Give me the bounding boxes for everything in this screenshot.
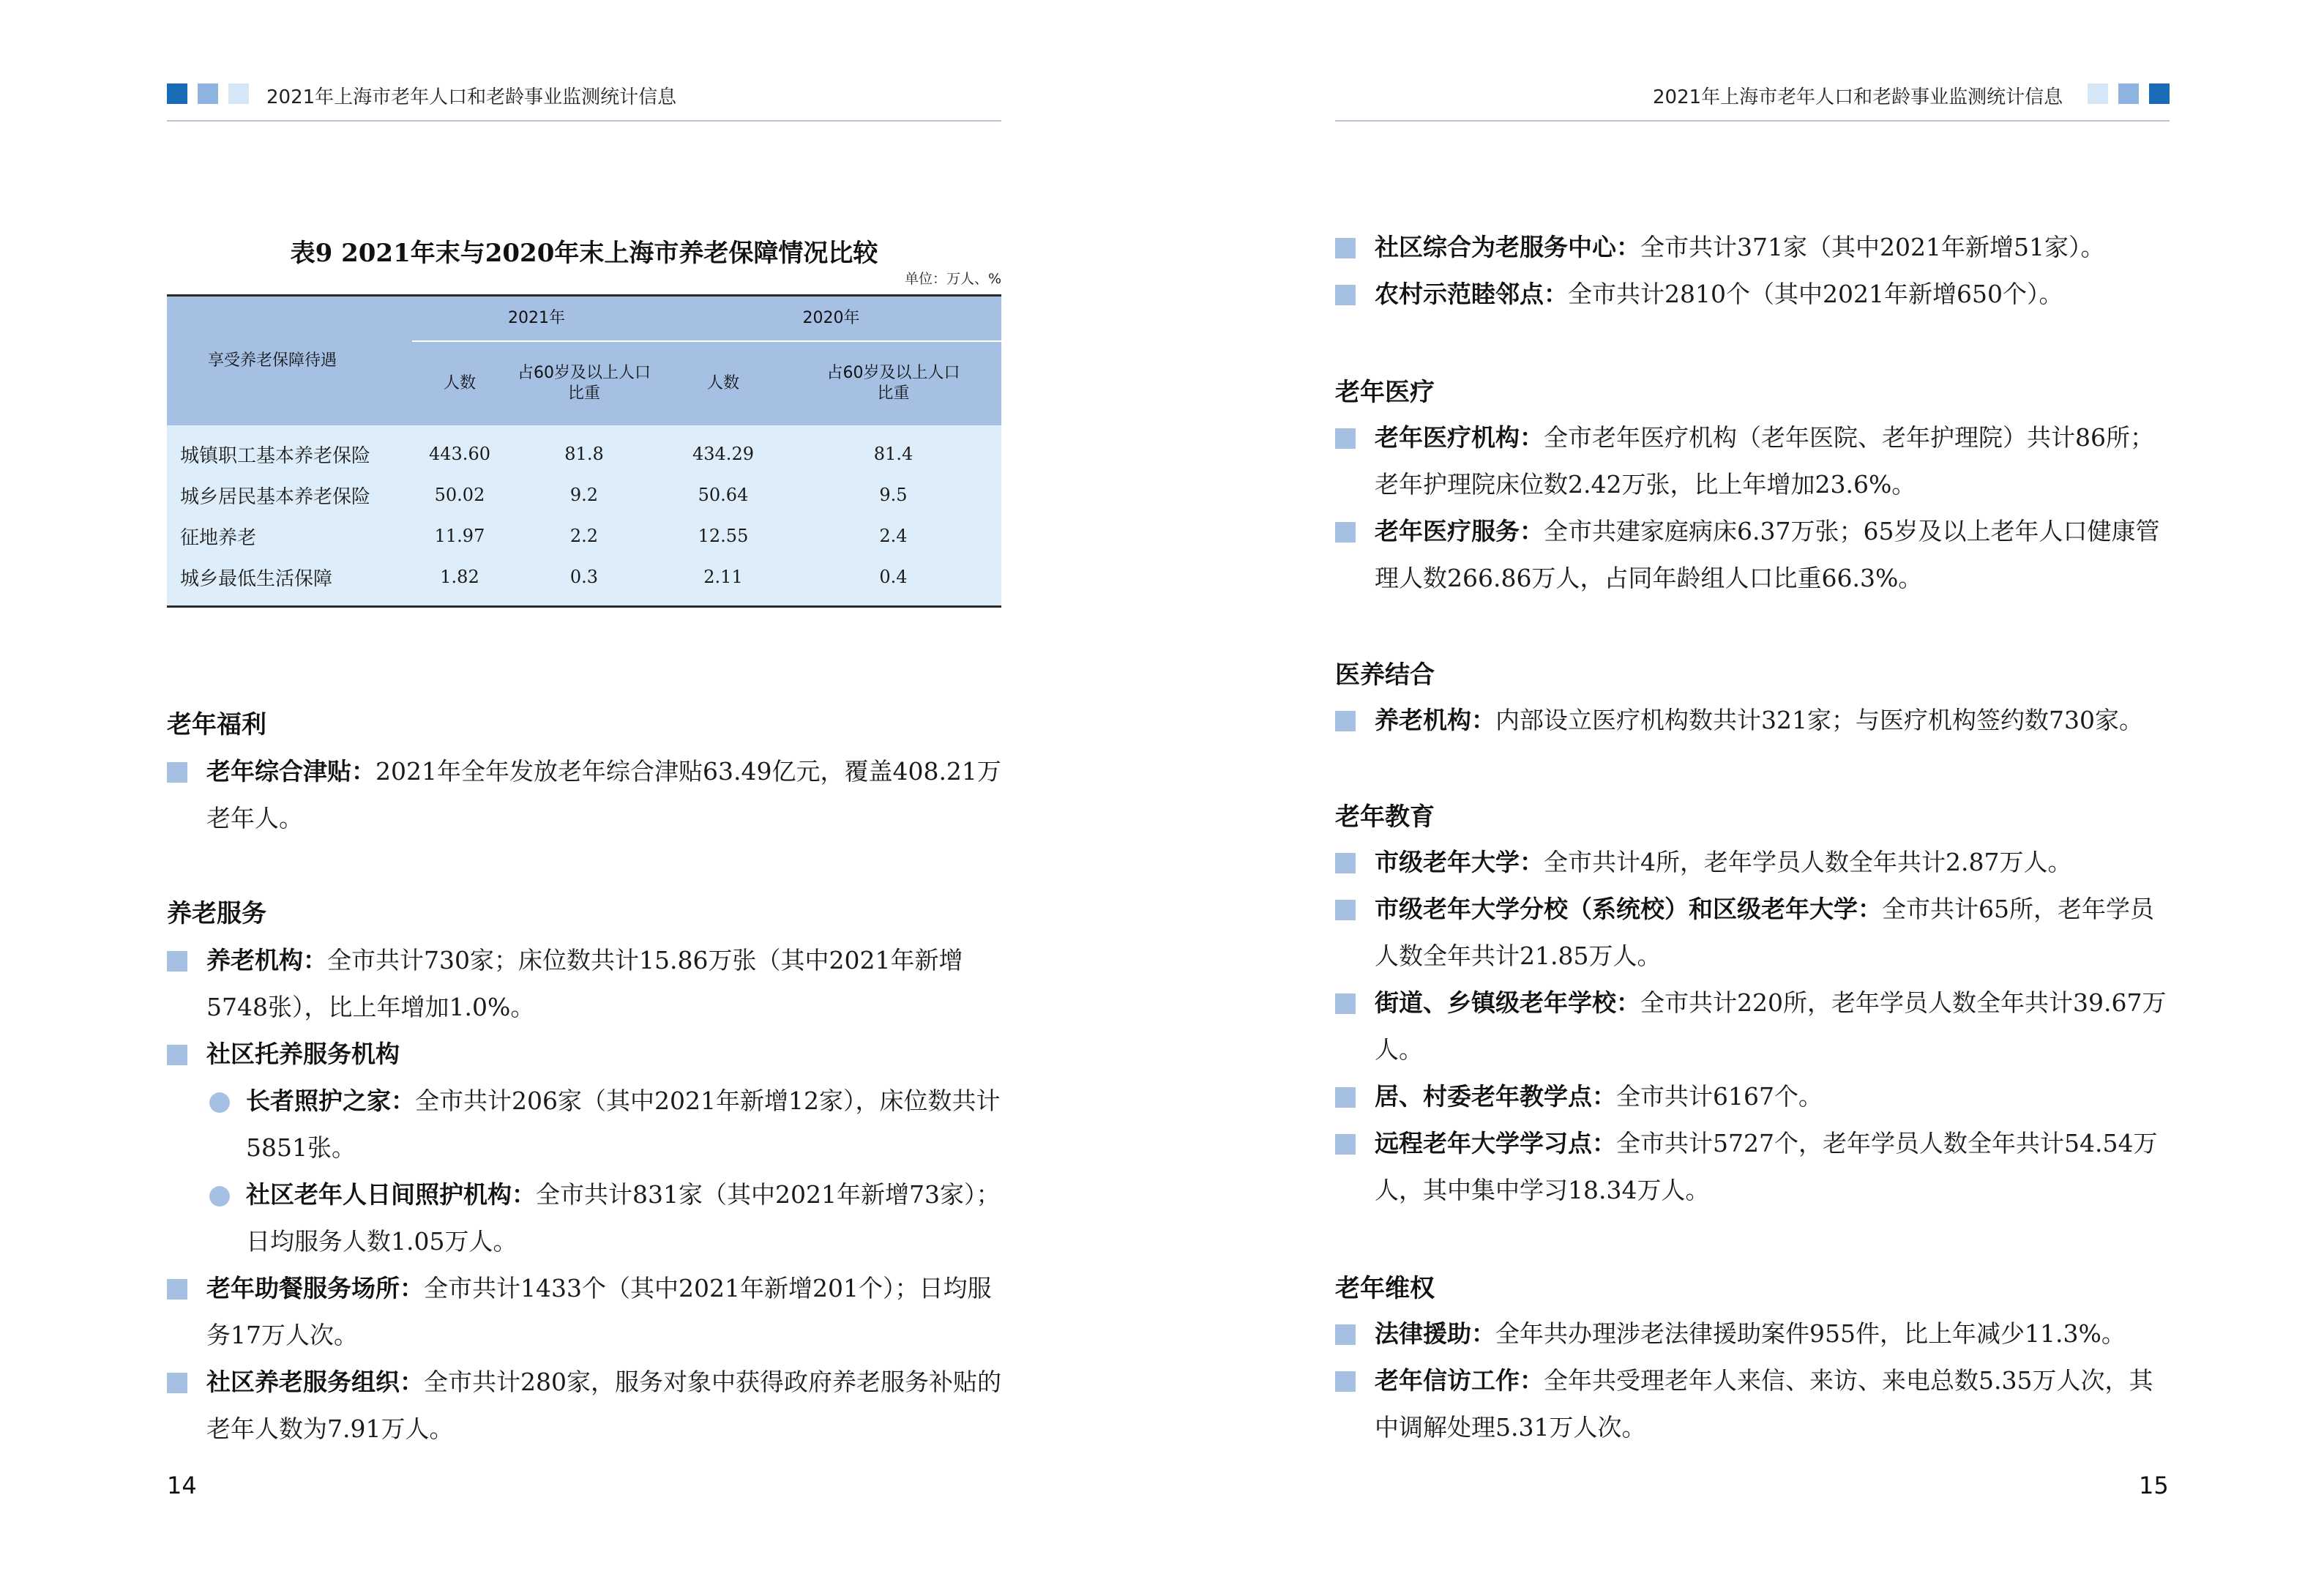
- list-item: [1375, 1073, 2170, 1120]
- list-item: [1375, 224, 2170, 271]
- list-item: [1375, 508, 2170, 602]
- table-col-ratio-2021: [507, 341, 661, 425]
- item-label: 老年助餐服务场所：: [206, 1274, 424, 1302]
- header-rule: [167, 120, 1001, 122]
- square-bullet-icon: [1335, 1134, 1356, 1155]
- square-bullet-icon: [1335, 428, 1356, 449]
- item-text: 全市共计206家（其中2021年新增12家），床位数共计5851张。: [246, 1086, 1001, 1162]
- square-bullet-icon: [167, 1373, 187, 1393]
- table-year-2021: 2021年: [412, 296, 661, 342]
- list-item: [1375, 1357, 2170, 1451]
- item-text: 2021年全年发放老年综合津贴63.49亿元，覆盖408.21万老年人。: [206, 757, 1001, 832]
- circle-bullet-icon: [209, 1186, 230, 1207]
- section-heading-rights: 老年维权: [1335, 1274, 1435, 1303]
- row-people-2020: 2.11: [661, 556, 785, 607]
- item-text: 全市共计6167个。: [1616, 1082, 1823, 1111]
- header-rule: [1335, 120, 2170, 122]
- list-item: [1375, 886, 2170, 980]
- table-col-people-2021: 人数: [412, 341, 507, 425]
- section-heading-integration: 医养结合: [1335, 660, 1435, 690]
- item-text: 全年共受理老年人来信、来访、来电总数5.35万人次，其中调解处理5.31万人次。: [1375, 1366, 2153, 1442]
- section-heading-service: 养老服务: [167, 899, 266, 928]
- row-people-2020: 50.64: [661, 474, 785, 515]
- row-people-2021: 11.97: [412, 515, 507, 556]
- table-row: [167, 474, 1001, 515]
- item-label: 长者照护之家：: [246, 1086, 415, 1115]
- item-text: 全市共计65所，老年学员人数全年共计21.85万人。: [1375, 895, 2154, 970]
- item-label: 养老机构：: [1375, 706, 1495, 734]
- item-text: 全市共计220所，老年学员人数全年共计39.67万人。: [1375, 988, 2167, 1064]
- table-unit: 单位：万人、%: [904, 271, 1001, 287]
- row-name: 城乡居民基本养老保险: [167, 474, 412, 515]
- row-ratio-2020: 2.4: [785, 515, 1001, 556]
- item-label: 老年综合津贴：: [206, 757, 375, 786]
- list-item: [206, 1031, 1001, 1078]
- item-text: 全市共计280家，服务对象中获得政府养老服务补贴的老年人数为7.91万人。: [206, 1368, 1001, 1443]
- table-title: 表9 2021年末与2020年末上海市养老保障情况比较: [290, 239, 878, 268]
- section-heading-medical: 老年医疗: [1335, 378, 1435, 407]
- ratio-line1: 占60岁及以上人口: [826, 364, 960, 382]
- row-name: 城镇职工基本养老保险: [167, 425, 412, 474]
- header-square-light: [2088, 83, 2108, 104]
- row-people-2020: 434.29: [661, 425, 785, 474]
- table-row: [167, 425, 1001, 474]
- list-item: [206, 937, 1001, 1031]
- list-item: [1375, 980, 2170, 1073]
- right-page: [1162, 0, 2324, 1577]
- header-title: 2021年上海市老年人口和老龄事业监测统计信息: [266, 86, 677, 108]
- circle-bullet-icon: [209, 1092, 230, 1113]
- item-label: 远程老年大学学习点：: [1375, 1129, 1616, 1157]
- list-item: [206, 748, 1001, 842]
- row-ratio-2021: 81.8: [507, 425, 661, 474]
- square-bullet-icon: [1335, 711, 1356, 731]
- square-bullet-icon: [1335, 238, 1356, 258]
- item-label: 社区养老服务组织：: [206, 1368, 424, 1396]
- header-square-mid: [198, 83, 218, 104]
- item-label: 市级老年大学分校（系统校）和区级老年大学：: [1375, 895, 1882, 923]
- row-ratio-2021: 0.3: [507, 556, 661, 607]
- header-square-light: [228, 83, 249, 104]
- square-bullet-icon: [1335, 522, 1356, 543]
- list-item: [206, 1265, 1001, 1359]
- pension-table: [167, 294, 1001, 608]
- item-label: 老年信访工作：: [1375, 1366, 1544, 1395]
- row-people-2021: 50.02: [412, 474, 507, 515]
- ratio-line2: 比重: [567, 384, 600, 403]
- square-bullet-icon: [167, 1279, 187, 1300]
- list-item: [1375, 839, 2170, 886]
- item-label: 法律援助：: [1375, 1319, 1495, 1348]
- item-text: 全市共计5727个，老年学员人数全年共计54.54万人，其中集中学习18.34万人。: [1375, 1129, 2158, 1204]
- item-label: 农村示范睦邻点：: [1375, 280, 1568, 308]
- header-square-mid: [2118, 83, 2139, 104]
- item-text: 全市共计1433个（其中2021年新增201个）；日均服务17万人次。: [206, 1274, 992, 1349]
- item-text: 全市共计4所，老年学员人数全年共计2.87万人。: [1544, 848, 2072, 876]
- list-item: [246, 1078, 1001, 1171]
- item-label: 社区综合为老服务中心：: [1375, 233, 1640, 261]
- square-bullet-icon: [1335, 285, 1356, 305]
- square-bullet-icon: [1335, 1324, 1356, 1345]
- row-ratio-2020: 0.4: [785, 556, 1001, 607]
- item-label: 居、村委老年教学点：: [1375, 1082, 1616, 1111]
- square-bullet-icon: [1335, 853, 1356, 873]
- item-label: 老年医疗机构：: [1375, 423, 1544, 452]
- row-name: 城乡最低生活保障: [167, 556, 412, 607]
- row-ratio-2021: 9.2: [507, 474, 661, 515]
- header-decoration: [2088, 83, 2170, 104]
- page-number: 15: [2139, 1472, 2169, 1499]
- header-decoration: [167, 83, 249, 104]
- item-text: 内部设立医疗机构数共计321家；与医疗机构签约数730家。: [1495, 706, 2143, 734]
- ratio-line1: 占60岁及以上人口: [518, 364, 651, 382]
- page-number: 14: [167, 1472, 197, 1499]
- table-col-ratio-2020: [785, 341, 1001, 425]
- item-text: 全年共办理涉老法律援助案件955件，比上年减少11.3%。: [1495, 1319, 2126, 1348]
- list-item: [1375, 271, 2170, 318]
- ratio-line2: 比重: [877, 384, 910, 403]
- table-year-2020: 2020年: [661, 296, 1001, 342]
- square-bullet-icon: [167, 762, 187, 783]
- item-text: 全市共计831家（其中2021年新增73家）；日均服务人数1.05万人。: [246, 1180, 1001, 1256]
- item-label: 社区托养服务机构: [206, 1040, 400, 1068]
- row-name: 征地养老: [167, 515, 412, 556]
- square-bullet-icon: [1335, 993, 1356, 1014]
- item-text: 全市共计371家（其中2021年新增51家）。: [1640, 233, 2105, 261]
- list-item: [1375, 1311, 2170, 1357]
- row-people-2021: 443.60: [412, 425, 507, 474]
- header-title: 2021年上海市老年人口和老龄事业监测统计信息: [1653, 86, 2063, 108]
- list-item: [1375, 414, 2170, 508]
- section-heading-education: 老年教育: [1335, 802, 1435, 832]
- row-ratio-2020: 9.5: [785, 474, 1001, 515]
- square-bullet-icon: [1335, 1371, 1356, 1392]
- item-label: 社区老年人日间照护机构：: [246, 1180, 536, 1209]
- table-col-people-2020: 人数: [661, 341, 785, 425]
- row-ratio-2020: 81.4: [785, 425, 1001, 474]
- row-people-2020: 12.55: [661, 515, 785, 556]
- header-square-dark: [167, 83, 187, 104]
- list-item: [246, 1171, 1001, 1265]
- item-label: 老年医疗服务：: [1375, 517, 1544, 545]
- table-row: [167, 556, 1001, 607]
- header-square-dark: [2149, 83, 2170, 104]
- item-text: 全市老年医疗机构（老年医院、老年护理院）共计86所；老年护理院床位数2.42万张，比上年增加23.6%。: [1375, 423, 2154, 499]
- list-item: [1375, 697, 2170, 744]
- item-label: 市级老年大学：: [1375, 848, 1544, 876]
- square-bullet-icon: [1335, 1087, 1356, 1108]
- section-heading-welfare: 老年福利: [167, 710, 266, 739]
- row-people-2021: 1.82: [412, 556, 507, 607]
- item-text: 全市共建家庭病床6.37万张；65岁及以上老年人口健康管理人数266.86万人，占同年龄组人口比重66.3%。: [1375, 517, 2160, 592]
- item-label: 养老机构：: [206, 946, 327, 974]
- table-row: [167, 515, 1001, 556]
- square-bullet-icon: [167, 951, 187, 972]
- row-ratio-2021: 2.2: [507, 515, 661, 556]
- item-text: 全市共计730家；床位数共计15.86万张（其中2021年新增5748张），比上年增加1.0%。: [206, 946, 963, 1021]
- table-corner-header: 享受养老保障待遇: [167, 296, 412, 426]
- list-item: [1375, 1120, 2170, 1214]
- square-bullet-icon: [1335, 900, 1356, 920]
- square-bullet-icon: [167, 1045, 187, 1065]
- item-label: 街道、乡镇级老年学校：: [1375, 988, 1640, 1017]
- list-item: [206, 1359, 1001, 1453]
- item-text: 全市共计2810个（其中2021年新增650个）。: [1568, 280, 2063, 308]
